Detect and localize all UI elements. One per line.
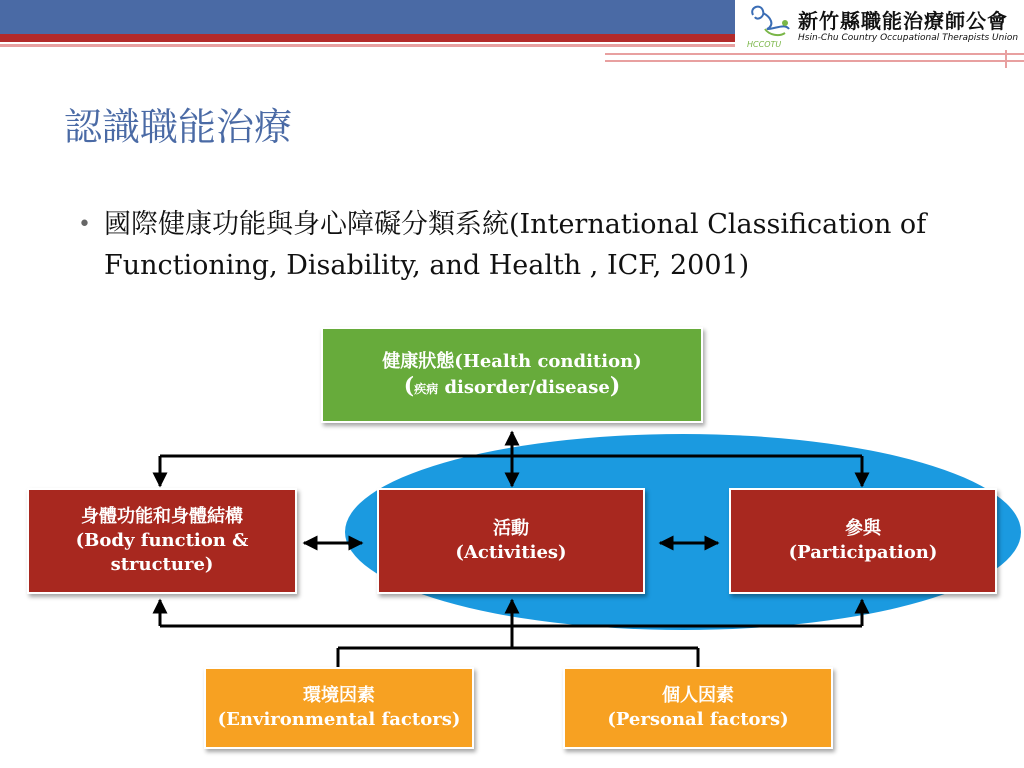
participation-en: (Participation) [788, 542, 938, 563]
health-condition-box [321, 327, 703, 423]
personal-en: (Personal factors) [607, 709, 789, 730]
activities-en: (Activities) [455, 542, 567, 563]
personal-factors-box [563, 667, 833, 749]
environmental-factors-box [204, 667, 474, 749]
participation-zh: 參與 [845, 518, 881, 539]
body-function-en: (Body function & structure) [75, 530, 249, 575]
svg-text:HCCOTU: HCCOTU [747, 40, 782, 49]
activities-zh: 活動 [493, 518, 529, 539]
bullet-text: 國際健康功能與身心障礙分類系統(International Classification of Functioning, Disability, and Health , ICF, 2001) [104, 209, 927, 281]
environmental-en: (Environmental factors) [217, 709, 461, 730]
bullet-dot-icon: • [78, 212, 91, 237]
personal-zh: 個人因素 [662, 685, 734, 706]
org-name: 新竹縣職能治療師公會 [798, 9, 1008, 33]
health-condition-label: 健康狀態(Health condition) [382, 350, 642, 372]
body-function-zh: 身體功能和身體結構 [81, 506, 243, 527]
activities-box [377, 488, 645, 594]
health-condition-sub: (疾病 disorder/disease) [403, 372, 621, 399]
org-name-en: Hsin-Chu Country Occupational Therapists Union [798, 33, 1019, 43]
body-function-box [27, 488, 297, 594]
environmental-zh: 環境因素 [303, 685, 375, 706]
page-title: 認識職能治療 [64, 105, 293, 149]
participation-box [729, 488, 997, 594]
